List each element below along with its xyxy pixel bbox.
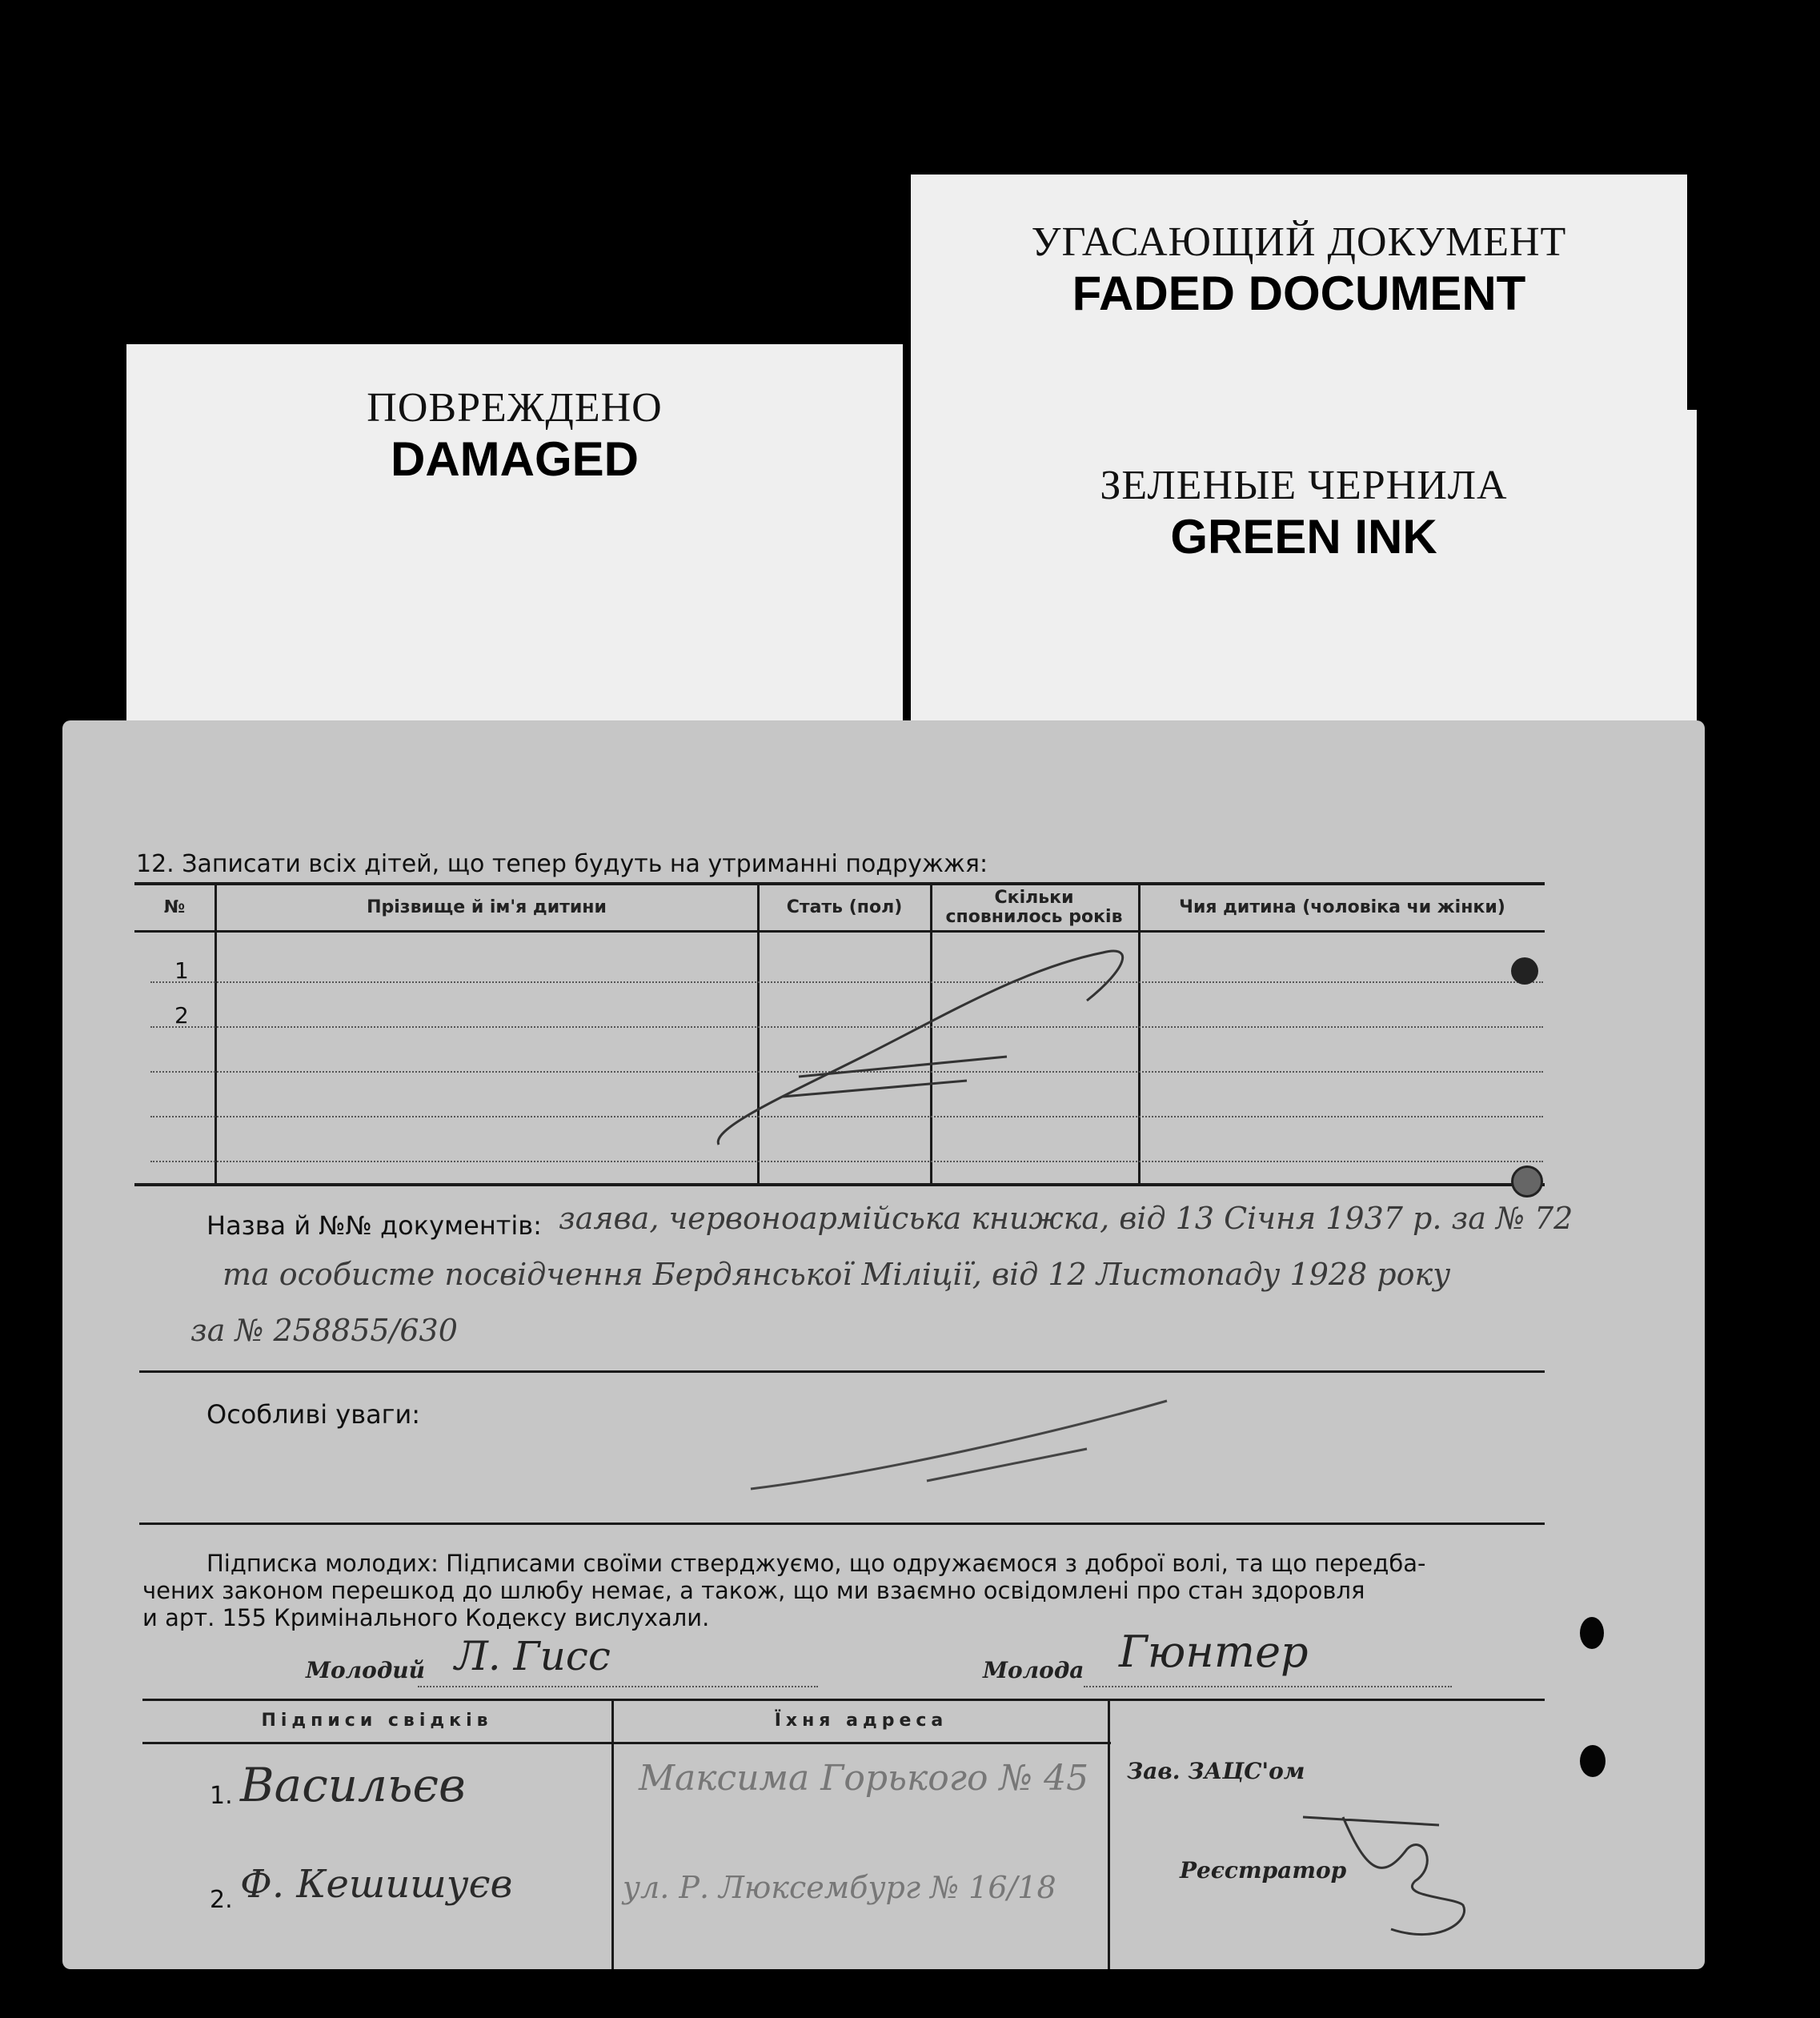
cross-out-scribble-icon [719, 1385, 1215, 1513]
damaged-label-ru: ПОВРЕЖДЕНО [367, 385, 663, 431]
child-row-number: 2 [174, 1002, 189, 1029]
punch-hole-icon [1511, 1165, 1543, 1198]
green-ink-label-en: GREEN INK [1170, 510, 1437, 564]
declaration-line: чених законом перешкод до шлюбу немає, а також, що ми взаємно освідомлені про стан здоровля [142, 1577, 1365, 1604]
child-row-number: 1 [174, 957, 189, 984]
documents-handwritten-line: та особисте посвідчення Бердянської Міліції, від 12 Листопаду 1928 року [222, 1257, 1451, 1292]
damaged-label-card [126, 344, 903, 728]
head-of-registry-label: Зав. ЗАЦС'ом [1127, 1758, 1305, 1784]
declaration-line: Підписка молодих: Підписами своїми стверджуємо, що одружаємося з доброї волі, та що передба- [206, 1550, 1426, 1577]
witness-number: 2. [210, 1886, 233, 1914]
punch-hole-icon [1580, 1745, 1606, 1777]
groom-signature: Л. Гисс [455, 1633, 611, 1679]
registrar-signature-icon [1295, 1793, 1503, 1953]
special-notes-label: Особливі уваги: [206, 1399, 421, 1430]
cross-out-scribble-icon [703, 937, 1215, 1177]
witness-signature: Васильєв [240, 1758, 466, 1812]
faded-document-card [911, 175, 1687, 431]
green-ink-card [911, 410, 1697, 730]
divider [139, 1523, 1545, 1525]
damaged-label-en: DAMAGED [391, 432, 639, 486]
groom-label: Молодий [306, 1657, 426, 1683]
declaration-line: и арт. 155 Кримінального Кодексу вислухали. [142, 1604, 710, 1631]
green-ink-label-ru: ЗЕЛЕНЫЕ ЧЕРНИЛА [1100, 463, 1508, 508]
witness-signatures-header: Підписи свідків [261, 1711, 493, 1731]
col-number-header: № [163, 897, 186, 917]
registrar-label: Реєстратор [1180, 1857, 1347, 1884]
col-whose-child-header: Чия дитина (чоловіка чи жінки) [1179, 897, 1505, 917]
col-sex-header: Стать (пол) [786, 897, 903, 917]
witness-signature: Ф. Кешишуєв [240, 1862, 513, 1907]
witness-address: ул. Р. Люксембург № 16/18 [623, 1870, 1056, 1905]
witness-number: 1. [210, 1782, 233, 1810]
section12-title: 12. Записати всіх дітей, що тепер будуть на утриманні подружжя: [136, 850, 988, 878]
bride-label: Молода [983, 1657, 1084, 1683]
documents-handwritten-line: за № 258855/630 [190, 1313, 458, 1348]
bride-signature: Гюнтер [1119, 1627, 1309, 1677]
col-age-header: Скільки сповнилось років [945, 888, 1123, 927]
faded-label-ru: УГАСАЮЩИЙ ДОКУМЕНТ [1031, 219, 1567, 265]
marriage-record-form [62, 720, 1705, 1969]
punch-hole-icon [1511, 957, 1538, 985]
witness-address: Максима Горького № 45 [639, 1758, 1089, 1799]
documents-label: Назва й №№ документів: [206, 1210, 542, 1241]
witness-address-header: Їхня адреса [774, 1711, 948, 1731]
col-child-name-header: Прізвище й ім'я дитини [367, 897, 607, 917]
punch-hole-icon [1580, 1617, 1604, 1649]
documents-handwritten-line: заява, червоноармійська книжка, від 13 Січня 1937 р. за № 72 [559, 1201, 1573, 1236]
divider [139, 1370, 1545, 1373]
faded-label-en: FADED DOCUMENT [1072, 267, 1526, 320]
